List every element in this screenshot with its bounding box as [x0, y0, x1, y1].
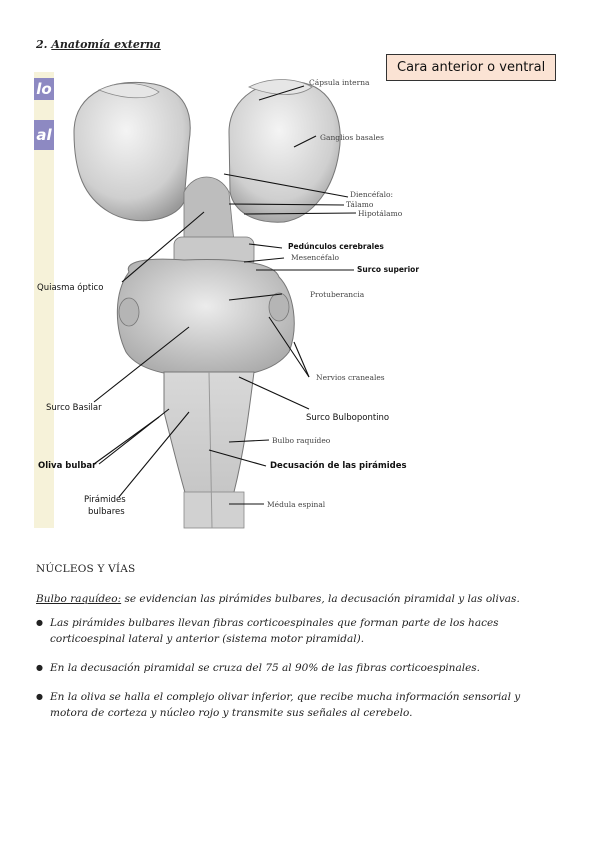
label-ganglios-basales: Ganglios basales — [320, 133, 384, 142]
section-heading — [36, 38, 161, 51]
bullet-list — [36, 615, 556, 734]
label-protuberancia: Protuberancia — [310, 290, 365, 299]
heading-title: Anatomía externa — [51, 38, 161, 51]
label-surco-bulbopontino: Surco Bulbopontino — [306, 413, 390, 423]
label-diencefalo: Diencéfalo: — [350, 190, 394, 199]
intro-paragraph — [36, 591, 556, 607]
label-quiasma: Quiasma óptico — [37, 283, 104, 293]
section-title: NÚCLEOS Y VÍAS — [36, 563, 136, 575]
label-bulbares: bulbares — [88, 507, 125, 517]
label-mesencefalo: Mesencéfalo — [291, 253, 340, 262]
heading-number: 2. — [36, 38, 48, 51]
list-item: ● Las pirámides bulbares llevan fibras corticoespinales que forman parte de los haces corticoespinal lateral y anterior (sistema motor piramidal). — [36, 615, 556, 647]
list-item: ● En la oliva se halla el complejo olivar inferior, que recibe mucha información sensorial y motora de corteza y núcleo rojo y transmite sus señales al cerebelo. — [36, 689, 556, 721]
label-surco-superior: Surco superior — [357, 265, 420, 274]
intro-term: Bulbo raquídeo: — [36, 593, 122, 605]
intro-text: se evidencian las pirámides bulbares, la decusación piramidal y las olivas. — [121, 593, 520, 605]
label-bulbo-raquideo: Bulbo raquídeo — [272, 436, 331, 445]
label-piramides: Pirámides — [84, 495, 126, 505]
label-capsula-interna: Cápsula interna — [309, 78, 370, 87]
side-fragment-2: al — [34, 120, 54, 150]
label-nervios-craneales: Nervios craneales — [316, 373, 385, 382]
label-decusacion: Decusación de las pirámides — [270, 461, 407, 471]
label-oliva-bulbar: Oliva bulbar — [38, 461, 97, 471]
side-fragment-1: lo — [34, 78, 54, 100]
list-item: ● En la decusación piramidal se cruza del 75 al 90% de las fibras corticoespinales. — [36, 660, 556, 676]
label-medula-espinal: Médula espinal — [267, 500, 326, 509]
label-surco-basilar: Surco Basilar — [46, 403, 102, 413]
label-pedunculos: Pedúnculos cerebrales — [288, 242, 384, 251]
view-caption-box: Cara anterior o ventral — [386, 54, 556, 81]
label-hipotalamo: Hipotálamo — [358, 209, 403, 218]
brainstem-figure — [34, 60, 564, 532]
label-talamo: Tálamo — [346, 200, 374, 209]
